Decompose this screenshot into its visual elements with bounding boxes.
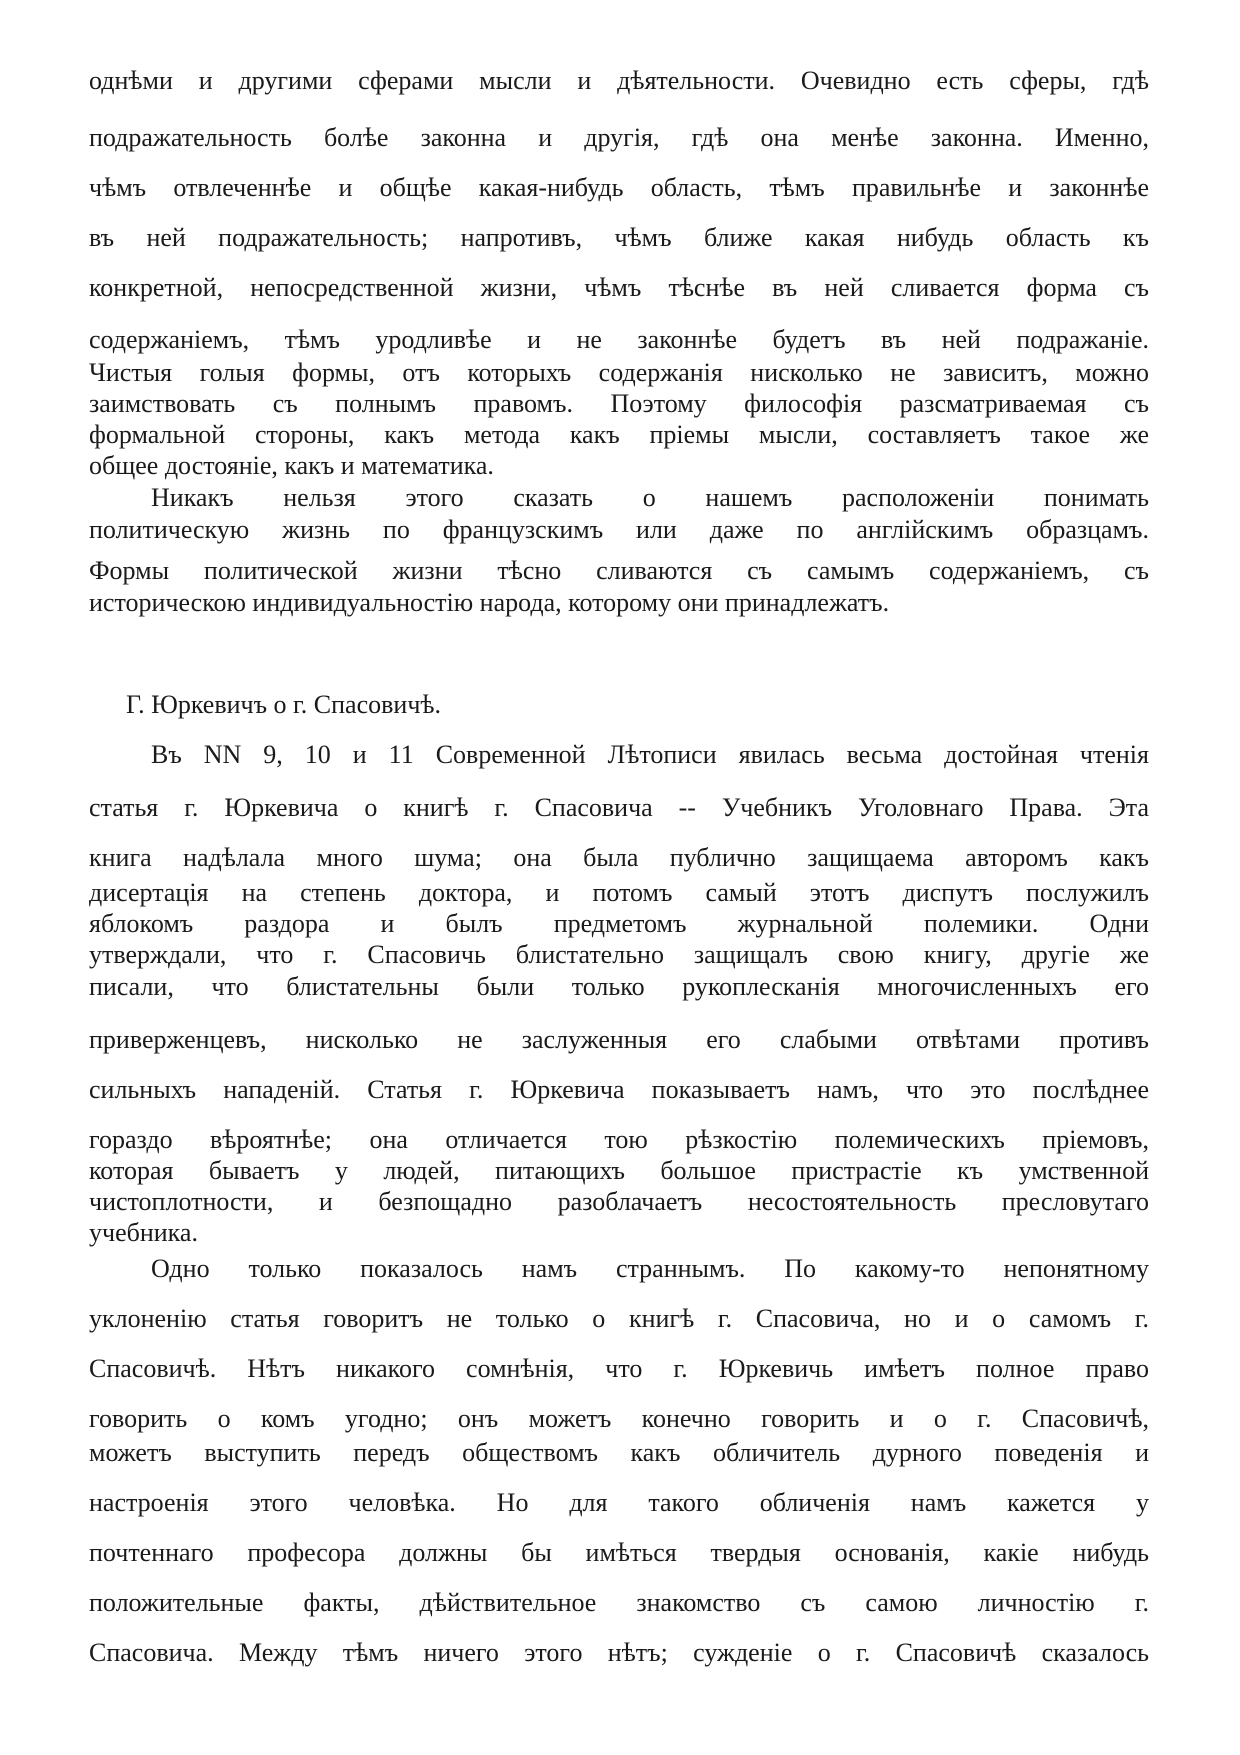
text-line: чѣмъ отвлеченнѣе и общѣе какая-нибудь область, тѣмъ правильнѣе и законнѣе	[89, 173, 1149, 202]
text-line: подражательность болѣе законна и другія, гдѣ она менѣе законна. Именно,	[89, 123, 1149, 152]
section-heading: Г. Юркевичъ о г. Спасовичѣ.	[126, 690, 442, 719]
text-line: въ ней подражательность; напротивъ, чѣмъ ближе какая нибудь область къ	[89, 223, 1149, 252]
text-line: Спасовичѣ. Нѣтъ никакого сомнѣнія, что г. Юркевичь имѣетъ полное право	[89, 1354, 1149, 1383]
text-line: писали, что блистательны были только рукоплесканія многочисленныхъ его	[89, 972, 1149, 1001]
text-line: учебника.	[89, 1218, 198, 1247]
text-line: Чистыя голыя формы, отъ которыхъ содержанія нисколько не зависитъ, можно	[89, 358, 1149, 387]
text-line: Никакъ нельзя этого сказать о нашемъ расположеніи понимать	[151, 483, 1149, 512]
text-line: утверждали, что г. Спасовичь блистательно защищалъ свою книгу, другіе же	[89, 940, 1149, 969]
text-line: уклоненію статья говоритъ не только о книгѣ г. Спасовича, но и о самомъ г.	[89, 1304, 1149, 1333]
text-line: чистоплотности, и безпощадно разоблачаетъ несостоятельность пресловутаго	[89, 1187, 1149, 1216]
text-line: яблокомъ раздора и былъ предметомъ журнальной полемики. Одни	[89, 909, 1149, 938]
text-line: можетъ выступить передъ обществомъ какъ обличитель дурного поведенія и	[89, 1438, 1149, 1467]
text-line: сильныхъ нападеній. Статья г. Юркевича показываетъ намъ, что это послѣднее	[89, 1075, 1149, 1104]
text-line: политическую жизнь по французскимъ или даже по англійскимъ образцамъ.	[89, 515, 1149, 544]
text-line: Одно только показалось намъ страннымъ. По какому-то непонятному	[151, 1254, 1149, 1283]
text-line: статья г. Юркевича о книгѣ г. Спасовича -- Учебникъ Уголовнаго Права. Эта	[89, 793, 1149, 822]
paragraph-block-1	[89, 62, 1149, 621]
text-line: содержаніемъ, тѣмъ уродливѣе и не законнѣе будетъ въ ней подражаніе.	[89, 325, 1149, 354]
text-line: книга надѣлала много шума; она была публично защищаема авторомъ какъ	[89, 843, 1149, 872]
text-line: которая бываетъ у людей, питающихъ большое пристрастіе къ умственной	[89, 1156, 1149, 1185]
text-line: Формы политической жизни тѣсно сливаются съ самымъ содержаніемъ, съ	[89, 556, 1149, 585]
text-line: общее достояніе, какъ и математика.	[89, 451, 494, 480]
text-line: Въ NN 9, 10 и 11 Современной Лѣтописи явилась весьма достойная чтенія	[151, 740, 1149, 769]
text-line: говорить о комъ угодно; онъ можетъ конечно говорить и о г. Спасовичѣ,	[89, 1404, 1149, 1433]
text-line: гораздо вѣроятнѣе; она отличается тою рѣзкостію полемическихъ пріемовъ,	[89, 1125, 1149, 1154]
text-line: историческою индивидуальностію народа, которому они принадлежатъ.	[89, 588, 890, 617]
text-line: однѣми и другими сферами мысли и дѣятельности. Очевидно есть сферы, гдѣ	[89, 66, 1149, 95]
text-line: положительные факты, дѣйствительное знакомство съ самою личностію г.	[89, 1588, 1149, 1617]
text-line: заимствовать съ полнымъ правомъ. Поэтому философія разсматриваемая съ	[89, 389, 1149, 418]
text-line: приверженцевъ, нисколько не заслуженныя его слабыми отвѣтами противъ	[89, 1025, 1149, 1054]
paragraph-block-2	[89, 690, 1149, 1674]
text-line: настроенія этого человѣка. Но для такого обличенія намъ кажется у	[89, 1488, 1149, 1517]
text-line: дисертація на степень доктора, и потомъ самый этотъ диспутъ послужилъ	[89, 878, 1149, 907]
text-line: Спасовича. Между тѣмъ ничего этого нѣтъ; сужденіе о г. Спасовичѣ сказалось	[89, 1638, 1149, 1667]
text-line: почтеннаго професора должны бы имѣться твердыя основанія, какіе нибудь	[89, 1538, 1149, 1567]
text-line: конкретной, непосредственной жизни, чѣмъ тѣснѣе въ ней сливается форма съ	[89, 273, 1149, 302]
text-line: формальной стороны, какъ метода какъ пріемы мысли, составляетъ такое же	[89, 420, 1149, 449]
